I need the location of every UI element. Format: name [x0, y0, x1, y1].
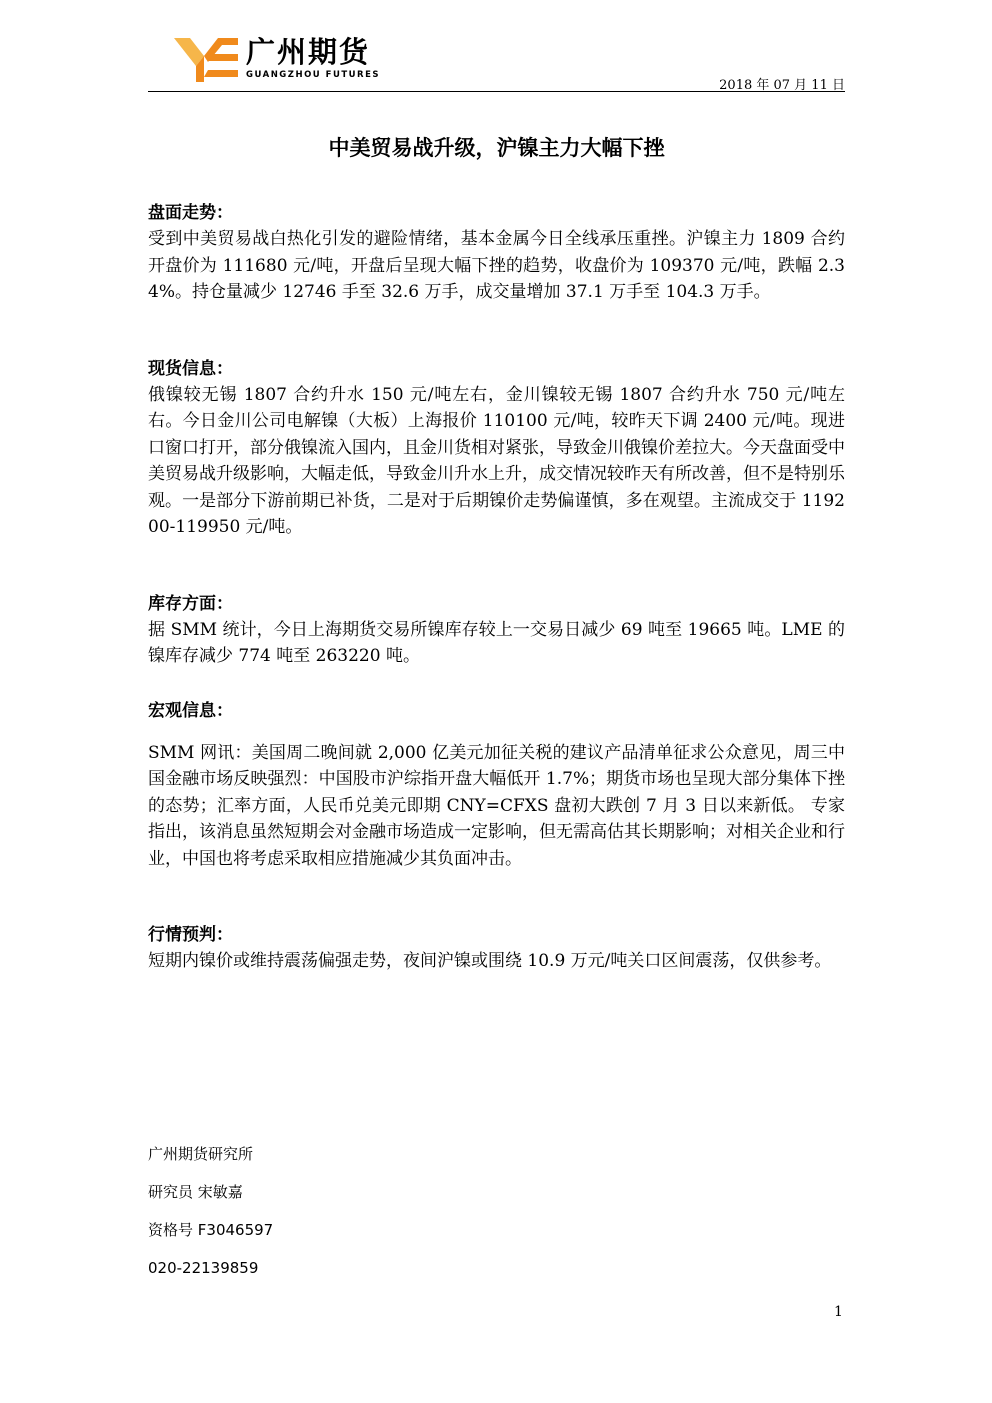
section-heading: 库存方面：	[148, 593, 233, 614]
section-inventory	[148, 591, 845, 670]
section-heading: 盘面走势：	[148, 203, 233, 223]
section-heading: 现货信息：	[148, 358, 233, 379]
header-divider	[148, 91, 845, 92]
report-date: 2018 年 07 月 11 日	[719, 78, 845, 93]
page-number: 1	[834, 1304, 843, 1320]
section-paragraph: 短期内镍价或维持震荡偏强走势，夜间沪镍或围绕 10.9 万元/吨关口区间震荡，仅供参考。	[148, 951, 832, 971]
section-heading: 行情预判：	[148, 925, 233, 945]
section-paragraph: 据 SMM 统计，今日上海期货交易所镍库存较上一交易日减少 69 吨至 19665 吨。LME 的镍库存减少 774 吨至 263220 吨。	[148, 619, 845, 666]
license-number: 资格号 F3046597	[148, 1221, 274, 1239]
section-market-trend	[148, 200, 845, 306]
logo-english-name: GUANGZHOU FUTURES	[246, 70, 381, 80]
document-title: 中美贸易战升级，沪镍主力大幅下挫	[328, 136, 665, 160]
section-paragraph: SMM 网讯：美国周二晚间就 2,000 亿美元加征关税的建议产品清单征求公众意见，周三中国金融市场反映强烈：中国股市沪综指开盘大幅低开 1.7%；期货市场也呈现大部分集体下挫的态势；汇率方面，人民币兑美元即期 CNY=CFXS 盘初大跌创 7 月 3 日以来新低。 专家指出，该消息虽然短期会对金融市场造成一定影响，但无需高估其长期影响；对相关企业和行业，中国也将考虑采取相应措施减少其负面冲击。	[148, 742, 845, 869]
section-market-outlook	[148, 922, 845, 975]
report-body	[148, 200, 845, 975]
section-macro-info	[148, 698, 845, 873]
section-paragraph: 受到中美贸易战白热化引发的避险情绪，基本金属今日全线承压重挫。沪镍主力 1809 合约开盘价为 111680 元/吨，开盘后呈现大幅下挫的趋势，收盘价为 109370 元/吨，跌幅 2.34%。持仓量减少 12746 手至 32.6 万手，成交量增加 37.1 万手至 104.3 万手。	[148, 229, 845, 302]
page-header	[148, 36, 845, 92]
section-paragraph: 俄镍较无锡 1807 合约升水 150 元/吨左右，金川镍较无锡 1807 合约升水 750 元/吨左右。今日金川公司电解镍（大板）上海报价 110100 元/吨，较昨天下调 2400 元/吨。现进口窗口打开，部分俄镍流入国内，且金川货相对紧张，导致金川俄镍价差拉大。今天盘面受中美贸易战升级影响，大幅走低，导致金川升水上升，成交情况较昨天有所改善，但不是特别乐观。一是部分下游前期已补货，二是对于后期镍价走势偏谨慎，多在观望。主流成交于 119200-119950 元/吨。	[148, 384, 845, 537]
guangzhou-futures-logo-icon	[174, 38, 238, 82]
logo-chinese-name: 广州期货	[246, 35, 371, 69]
institute-name: 广州期货研究所	[148, 1145, 254, 1163]
report-footer	[148, 1144, 273, 1296]
section-heading: 宏观信息：	[148, 700, 233, 721]
phone-number: 020-22139859	[148, 1259, 259, 1277]
section-spot-info	[148, 356, 845, 541]
researcher-name: 研究员 宋敏嘉	[148, 1183, 243, 1201]
